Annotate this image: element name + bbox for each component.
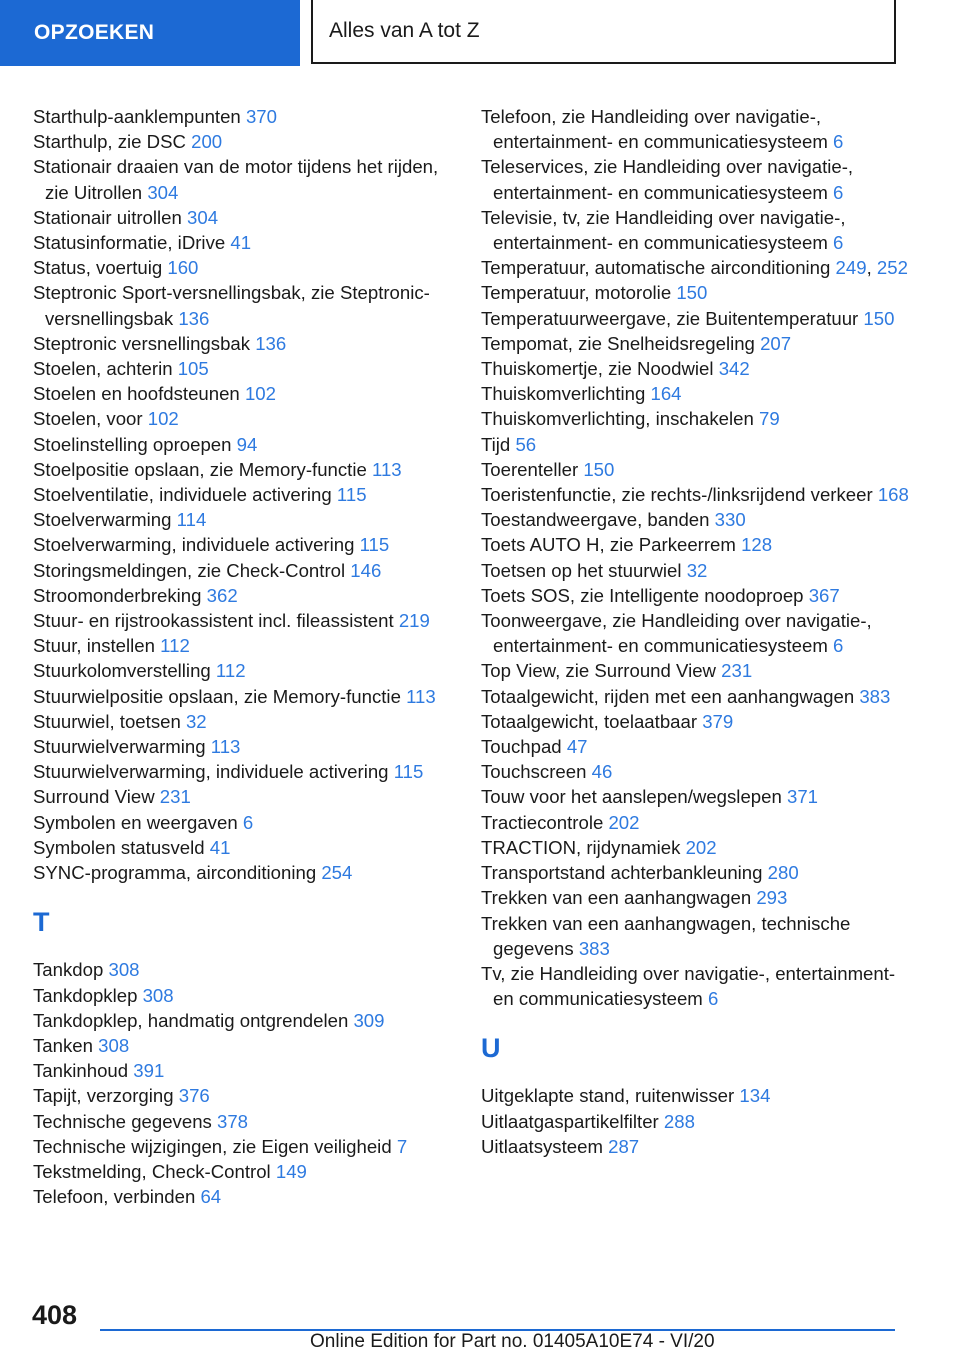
index-entry-text: Touchscreen [481, 761, 587, 783]
page-link[interactable]: 150 [583, 458, 615, 480]
page-link[interactable]: 41 [209, 836, 231, 858]
index-entry-text: Temperatuur, motorolie [481, 282, 672, 304]
index-entry-text: Tankdopklep, handmatig ontgrendelen [33, 1009, 349, 1031]
page-link[interactable]: 136 [255, 332, 287, 354]
index-entry-text: Toeristenfunctie, zie rechts-/linksrijdend verkeer [481, 484, 873, 506]
index-entry [33, 983, 458, 1008]
index-entry [33, 1083, 458, 1108]
index-entry-text: Toerenteller [481, 458, 579, 480]
index-entry [481, 432, 911, 457]
index-entry [481, 381, 911, 406]
index-entry-text: Tijd [481, 433, 511, 455]
page-link[interactable]: 47 [566, 736, 588, 758]
index-entry-text: Stuur- en rijstrookassistent incl. fileassistent [33, 610, 394, 632]
index-entry-text: Storingsmeldingen, zie Check-Control [33, 559, 346, 581]
index-letter-heading: T [33, 907, 50, 938]
page-link[interactable]: 287 [608, 1135, 640, 1157]
page-link[interactable]: 6 [833, 131, 844, 153]
index-entry [481, 356, 911, 381]
index-entry-text: Tanken [33, 1034, 93, 1056]
index-entry-text: Stoelen, achterin [33, 358, 173, 380]
page-link[interactable]: 362 [206, 584, 238, 606]
section-tab-label: OPZOEKEN [34, 21, 155, 44]
page-link[interactable]: 308 [108, 959, 140, 981]
page-link[interactable]: 378 [217, 1110, 249, 1132]
page-link[interactable]: 115 [393, 761, 424, 783]
index-entry [481, 507, 911, 532]
index-entry [481, 709, 911, 734]
index-entry-text: Steptronic Sport-versnellingsbak, zie Steptronic-versnellingsbak [33, 282, 430, 329]
index-entry [481, 810, 911, 835]
index-entry-text: Temperatuurweergave, zie Buitentemperatuur [481, 307, 859, 329]
index-entry-text: Tv, zie Handleiding over navigatie-, entertainment- en communicatiesysteem [481, 962, 896, 1010]
index-entry [481, 784, 911, 809]
index-entry [481, 558, 911, 583]
page-link[interactable]: 371 [786, 786, 819, 808]
page-link[interactable]: 150 [863, 307, 895, 329]
index-entry [481, 457, 911, 482]
index-entry-text: SYNC-programma, airconditioning [33, 862, 317, 884]
index-entry-text: Stoelen en hoofdsteunen [33, 383, 240, 405]
index-entry [33, 507, 458, 532]
index-entry-text: Teleservices, zie Handleiding over navigatie-, entertainment- en communicatiesysteem [481, 156, 854, 203]
page-link[interactable]: 6 [707, 988, 719, 1010]
index-entry-text: Stoelventilatie, individuele activering [33, 484, 332, 506]
index-column-right [481, 104, 911, 1159]
page-link[interactable]: 391 [133, 1060, 165, 1082]
page-link[interactable]: 102 [244, 383, 276, 405]
page-link[interactable]: 94 [236, 433, 258, 455]
page-link[interactable]: 112 [160, 635, 190, 657]
page-link[interactable]: 370 [245, 106, 277, 127]
index-entry-text: Temperatuur, automatische airconditioning [481, 257, 831, 279]
page-link[interactable]: 231 [721, 660, 753, 682]
index-entry [481, 885, 911, 910]
page-link[interactable]: 7 [396, 1135, 408, 1157]
page-link[interactable]: 383 [859, 685, 891, 707]
page-link[interactable]: 113 [210, 736, 241, 758]
index-entry [481, 280, 911, 305]
page-link[interactable]: 113 [372, 458, 402, 480]
edition-note: Online Edition for Part no. 01405A10E74 - VI/20 [310, 1331, 715, 1352]
index-entry-text: Stoelpositie opslaan, zie Memory-functie [33, 458, 367, 480]
page-link[interactable]: 207 [760, 332, 792, 354]
index-entry-text: Stoelverwarming [33, 509, 172, 531]
page-link[interactable]: 304 [187, 206, 219, 228]
page-link[interactable]: 112 [215, 660, 246, 682]
index-entry-text: Totaalgewicht, toelaatbaar [481, 710, 698, 732]
index-entry-text: Touw voor het aanslepen/wegslepen [481, 786, 782, 808]
section-tab[interactable] [0, 0, 300, 66]
index-entry [33, 356, 458, 381]
index-entry [33, 482, 458, 507]
index-entry-text: Toonweergave, zie Handleiding over navigatie-, entertainment- en communicatiesysteem [481, 610, 872, 657]
index-entry [33, 633, 458, 658]
index-entry [33, 205, 458, 230]
index-entry-text: Stuur, instellen [33, 635, 155, 657]
page-link[interactable]: 164 [650, 383, 682, 405]
index-entry-text: Tempomat, zie Snelheidsregeling [481, 332, 755, 354]
page-link[interactable]: 136 [178, 307, 210, 329]
index-entry [33, 406, 458, 431]
index-entry [33, 759, 458, 784]
page-link[interactable]: 383 [578, 937, 610, 959]
index-entry-text: Technische gegevens [33, 1110, 212, 1132]
index-entry [33, 658, 458, 683]
index-entry [33, 255, 458, 280]
index-entry-text: Tankdopklep [33, 984, 138, 1006]
page-link[interactable]: 254 [321, 862, 353, 884]
page-link[interactable]: 150 [676, 282, 708, 304]
index-entry [33, 230, 458, 255]
index-entry [481, 860, 911, 885]
index-entry [481, 205, 911, 255]
page-link[interactable]: 376 [178, 1085, 210, 1107]
page-link[interactable]: 308 [98, 1034, 130, 1056]
index-entry-text: Stoelen, voor [33, 408, 143, 430]
index-entry [481, 961, 911, 1011]
page-link[interactable]: 219 [398, 610, 430, 632]
index-entry [481, 608, 911, 658]
index-entry-text: Uitlaatsysteem [481, 1135, 603, 1157]
page-link[interactable]: 46 [591, 761, 613, 783]
index-entry [33, 1033, 458, 1058]
index-entry [481, 1083, 911, 1108]
page-link[interactable]: 105 [177, 358, 209, 380]
index-entry [33, 280, 458, 330]
index-entry-text: Surround View [33, 786, 155, 808]
page-link[interactable]: 6 [242, 811, 254, 833]
page-number: 408 [32, 1300, 78, 1330]
index-entry [481, 306, 911, 331]
index-entry [33, 684, 458, 709]
index-entry [33, 154, 458, 204]
index-entry-text: Trekken van een aanhangwagen, technische gegevens [481, 912, 851, 959]
index-entry-text: Toets SOS, zie Intelligente noodoproep [481, 584, 804, 606]
page-link[interactable]: 6 [833, 232, 844, 254]
page-link[interactable]: 114 [176, 509, 207, 531]
page-link[interactable]: 56 [515, 433, 537, 455]
index-entry [33, 583, 458, 608]
index-entry-text: Status, voertuig [33, 257, 163, 279]
index-entry-text: Toetsen op het stuurwiel [481, 559, 682, 581]
chapter-title [311, 0, 896, 64]
index-entry-text: Telefoon, verbinden [33, 1186, 196, 1208]
index-entry [33, 784, 458, 809]
index-entry-text: TRACTION, rijdynamiek [481, 836, 681, 858]
index-entry-text: Uitgeklapte stand, ruitenwisser [481, 1085, 735, 1107]
index-entry-text: Thuiskomverlichting, inschakelen [481, 408, 754, 430]
page-link[interactable]: 342 [718, 358, 750, 380]
index-entry-text: Stationair uitrollen [33, 206, 182, 228]
index-entry-text: Tankdop [33, 959, 104, 981]
page-link[interactable]: 32 [185, 710, 207, 732]
index-letter-heading: U [481, 1033, 501, 1064]
page-link[interactable]: 160 [167, 257, 199, 279]
page-link[interactable]: 115 [336, 484, 367, 506]
index-entry [33, 104, 458, 129]
page-link[interactable]: 79 [759, 408, 780, 430]
index-entry [481, 104, 911, 154]
page-link[interactable]: 32 [686, 559, 708, 581]
index-entry [33, 734, 458, 759]
index-entry-text: Stuurwielverwarming, individuele activering [33, 761, 389, 783]
index-entry-text: Steptronic versnellingsbak [33, 332, 251, 354]
index-entry-text: Toets AUTO H, zie Parkeerrem [481, 534, 736, 556]
index-entry-text: Stuurwiel, toetsen [33, 710, 181, 732]
index-entry-text: Top View, zie Surround View [481, 660, 716, 682]
index-entry [481, 583, 911, 608]
page-link[interactable]: 280 [767, 862, 799, 884]
index-entry [33, 381, 458, 406]
page-header [0, 0, 960, 66]
index-entry: Temperatuur, automatische airconditioning 249, 252 [481, 257, 908, 279]
index-entry [33, 532, 458, 557]
index-entry [481, 532, 911, 557]
index-entry-text: Stoelverwarming, individuele activering [33, 534, 355, 556]
index-entry-text: Tapijt, verzorging [33, 1085, 174, 1107]
page-link[interactable]: 102 [147, 408, 179, 430]
index-entry-text: Technische wijzigingen, zie Eigen veiligheid [33, 1135, 392, 1157]
index-entry [481, 759, 911, 784]
index-entry-text: Stuurwielpositie opslaan, zie Memory-functie [33, 685, 401, 707]
chapter-title-label: Alles van A tot Z [329, 19, 480, 42]
index-entry [33, 1134, 458, 1159]
index-entry-text: Touchpad [481, 736, 562, 758]
page-link[interactable]: 202 [685, 836, 717, 858]
index-entry-text: Transportstand achterbankleuning [481, 862, 763, 884]
index-entry [481, 734, 911, 759]
page-link[interactable]: 128 [741, 534, 773, 556]
page-link[interactable]: 64 [200, 1186, 222, 1208]
index-entry-text: Statusinformatie, iDrive [33, 232, 226, 254]
index-entry-text: Thuiskomertje, zie Noodwiel [481, 358, 714, 380]
index-entry-text: Stoelinstelling oproepen [33, 433, 232, 455]
page-link[interactable]: 304 [147, 181, 179, 203]
index-entry [33, 129, 458, 154]
index-entry-text: Symbolen en weergaven [33, 811, 238, 833]
index-entry [33, 957, 458, 982]
index-entry [33, 1159, 458, 1184]
index-entry [33, 860, 458, 885]
index-entry-text: Starthulp, zie DSC [33, 131, 186, 153]
page-link[interactable]: 249 [835, 257, 867, 279]
index-entry [481, 684, 911, 709]
page-link[interactable]: 293 [756, 887, 788, 909]
index-column-left [33, 104, 458, 1209]
index-entry-text: Starthulp-aanklempunten [33, 106, 241, 127]
index-entry-text: Totaalgewicht, rijden met een aanhangwagen [481, 685, 855, 707]
index-entry [481, 331, 911, 356]
index-entry-text: Toestandweergave, banden [481, 509, 710, 531]
index-entry [481, 482, 911, 507]
index-entry [33, 1058, 458, 1083]
index-entry [33, 835, 458, 860]
index-entry [33, 709, 458, 734]
index-entry-text: Stationair draaien van de motor tijdens het rijden, zie Uitrollen [33, 156, 439, 203]
index-entry [481, 835, 911, 860]
page-link[interactable]: 113 [406, 685, 436, 707]
page-link[interactable]: 134 [739, 1085, 771, 1107]
page-link[interactable]: 308 [142, 984, 174, 1006]
index-entry [481, 154, 911, 204]
page-link[interactable]: 200 [191, 131, 223, 153]
page-link[interactable]: 309 [353, 1009, 385, 1031]
index-entry-text: Tekstmelding, Check-Control [33, 1160, 271, 1182]
page-link[interactable]: 379 [702, 710, 734, 732]
index-entry-text: Trekken van een aanhangwagen [481, 887, 752, 909]
index-entry [481, 1134, 911, 1159]
index-entry-text: Stuurwielverwarming [33, 736, 206, 758]
page-link[interactable]: 288 [663, 1110, 695, 1132]
index-entry-text: Tankinhoud [33, 1060, 129, 1082]
page-link[interactable]: 115 [359, 534, 390, 556]
index-entry [33, 432, 458, 457]
index-entry [481, 1109, 911, 1134]
index-entry [481, 658, 911, 683]
page-link[interactable]: 231 [159, 786, 191, 808]
index-entry [481, 406, 911, 431]
index-entry-text: Stuurkolomverstelling [33, 660, 211, 682]
index-entry-text: Stroomonderbreking [33, 584, 202, 606]
index-entry-text: Thuiskomverlichting [481, 383, 646, 405]
page-link[interactable]: 149 [275, 1160, 307, 1182]
page-link[interactable]: 168 [877, 484, 909, 506]
index-entry-text: Telefoon, zie Handleiding over navigatie-, entertainment- en communicatiesysteem [481, 106, 828, 153]
page-link[interactable]: 146 [350, 559, 382, 581]
index-entry [33, 457, 458, 482]
index-entry [33, 1008, 458, 1033]
index-entry-text: Televisie, tv, zie Handleiding over navigatie-, entertainment- en communicatiesysteem [481, 206, 846, 254]
page-link[interactable]: 252 [876, 257, 908, 279]
index-entry [33, 558, 458, 583]
index-entry [33, 810, 458, 835]
index-entry [33, 1184, 458, 1209]
index-entry-text: Uitlaatgaspartikelfilter [481, 1110, 659, 1132]
index-entry [33, 608, 458, 633]
page-link[interactable]: 330 [714, 509, 746, 531]
page-link[interactable]: 6 [833, 181, 844, 203]
index-entry [33, 1109, 458, 1134]
page-link[interactable]: 367 [808, 584, 840, 606]
page-link[interactable]: 6 [833, 635, 844, 657]
page-link[interactable]: 41 [230, 232, 252, 254]
index-entry [481, 911, 911, 961]
index-entry [33, 331, 458, 356]
page-link[interactable]: 202 [608, 811, 640, 833]
index-entry-text: Symbolen statusveld [33, 836, 205, 858]
index-entry-text: Tractiecontrole [481, 811, 604, 833]
